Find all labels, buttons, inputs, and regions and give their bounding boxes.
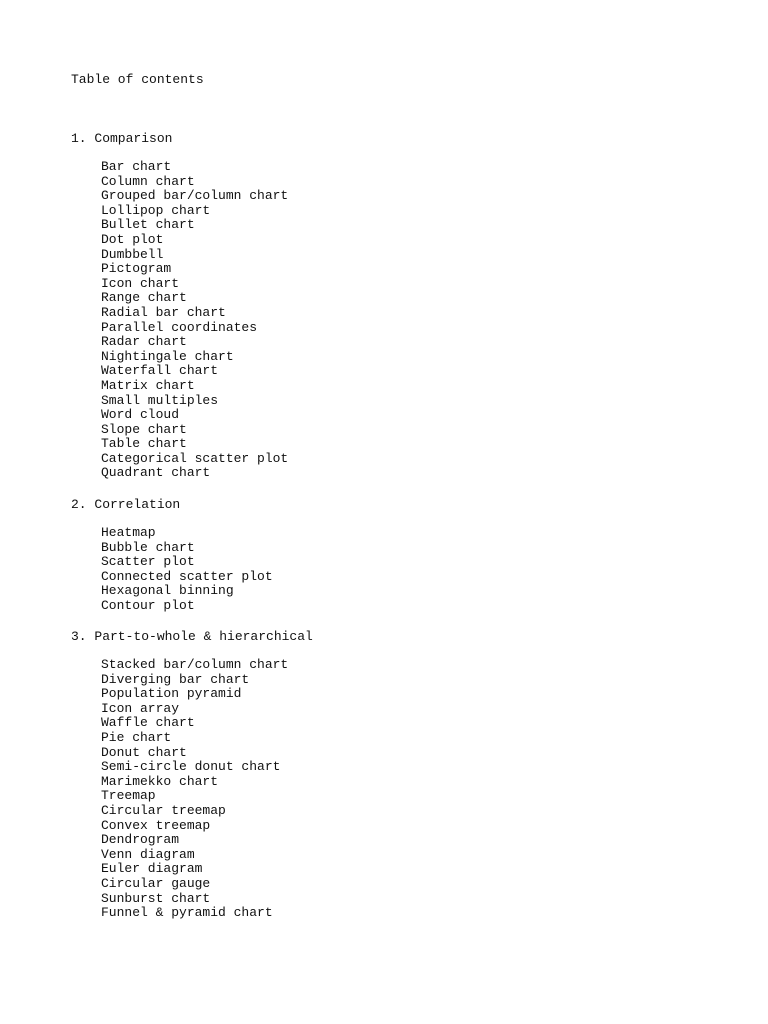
list-item: Categorical scatter plot [101,450,289,466]
section-correlation [71,497,273,614]
list-item: Heatmap [101,525,156,540]
list-item: Matrix chart [101,377,195,393]
list-item: Parallel coordinates [101,319,258,335]
list-item: Grouped bar/column chart [101,188,289,204]
list-item: Dot plot [101,231,164,247]
list-item: Marimekko chart [101,773,219,789]
list-item: Stacked bar/column chart [101,657,289,672]
list-item: Waffle chart [101,715,195,731]
list-item: Slope chart [101,421,187,437]
list-item: Word cloud [101,407,180,423]
list-item: Icon array [101,700,180,716]
list-item: Column chart [101,173,195,189]
list-item: Pictogram [101,261,172,277]
list-item: Table chart [101,436,187,452]
list-item: Dumbbell [101,246,164,262]
list-item: Circular treemap [101,802,226,818]
list-item: Venn diagram [101,846,195,862]
section-comparison [71,131,288,481]
list-item: Lollipop chart [101,202,211,218]
section-item-list [101,160,288,481]
list-item: Range chart [101,290,187,306]
list-item: Pie chart [101,729,172,745]
document-title: Table of contents [71,72,204,87]
list-item: Population pyramid [101,686,242,702]
section-heading: 3. Part-to-whole & hierarchical [71,629,313,644]
list-item: Convex treemap [101,817,211,833]
list-item: Euler diagram [101,861,203,877]
section-heading: 2. Correlation [71,497,181,512]
list-item: Bullet chart [101,217,195,233]
list-item: Icon chart [101,275,180,291]
list-item: Radar chart [101,334,187,350]
section-item-list [101,658,313,921]
list-item: Radial bar chart [101,304,226,320]
section-heading: 1. Comparison [71,131,173,146]
list-item: Funnel & pyramid chart [101,905,273,921]
list-item: Bubble chart [101,539,195,555]
section-part-to-whole [71,629,313,921]
list-item: Connected scatter plot [101,568,273,584]
list-item: Diverging bar chart [101,671,250,687]
list-item: Sunburst chart [101,890,211,906]
list-item: Treemap [101,788,156,804]
list-item: Donut chart [101,744,187,760]
list-item: Scatter plot [101,554,195,570]
list-item: Dendrogram [101,832,180,848]
list-item: Hexagonal binning [101,583,234,599]
list-item: Semi-circle donut chart [101,759,281,775]
section-item-list [101,526,273,614]
list-item: Bar chart [101,159,172,174]
list-item: Waterfall chart [101,363,219,379]
list-item: Quadrant chart [101,465,211,481]
list-item: Nightingale chart [101,348,234,364]
list-item: Small multiples [101,392,219,408]
list-item: Contour plot [101,597,195,613]
list-item: Circular gauge [101,875,211,891]
